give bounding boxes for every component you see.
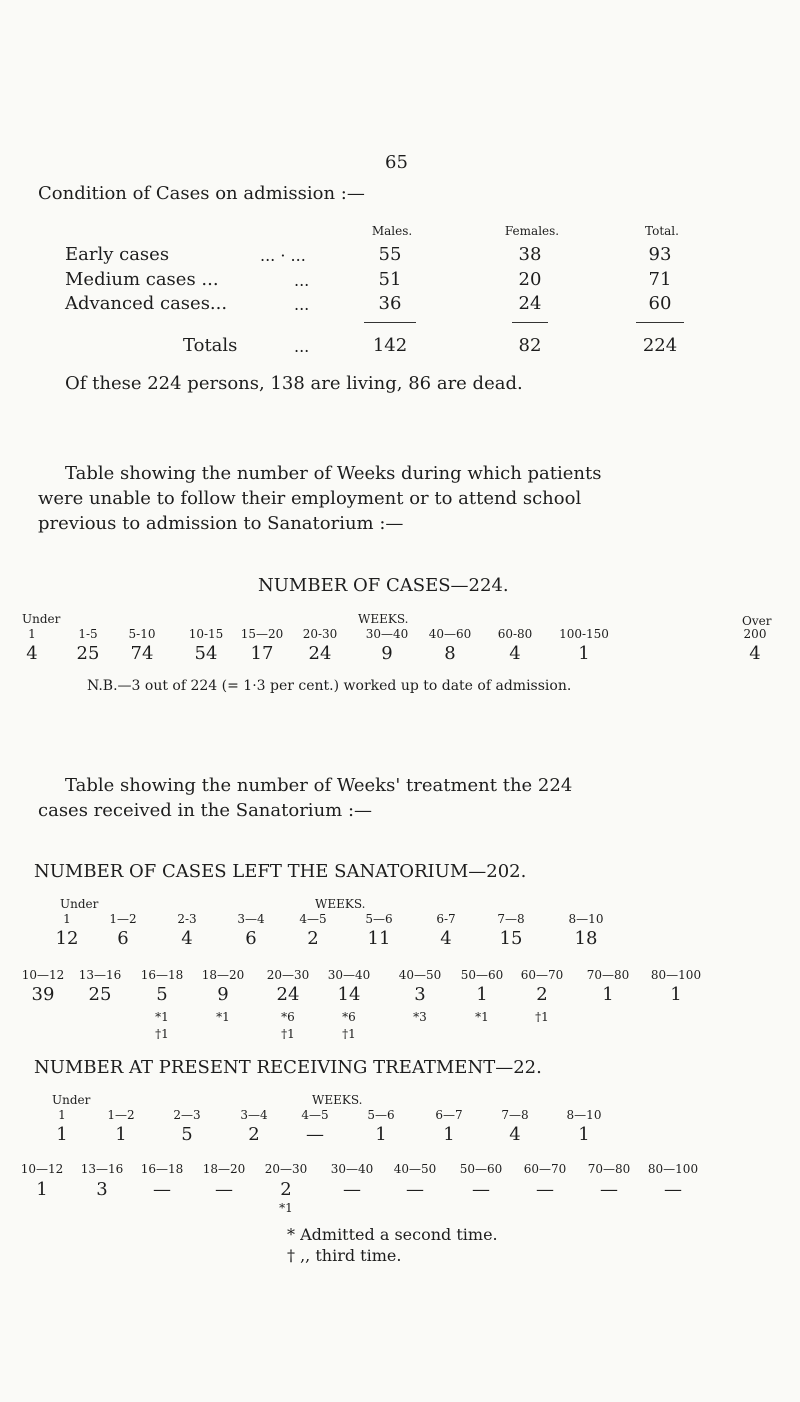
case-count: 54 [194, 643, 218, 664]
value-males: 36 [378, 293, 402, 314]
row-label: Medium cases ... [65, 269, 219, 290]
range-label: 15—20 [240, 627, 284, 641]
value-total: 93 [648, 244, 672, 265]
third-admission-note: †1 [155, 1027, 169, 1041]
over-label: Over [742, 614, 772, 628]
section-heading: NUMBER OF CASES—224. [258, 575, 509, 596]
page-number: 65 [385, 152, 408, 173]
case-count: 4 [749, 643, 761, 664]
case-count: — [664, 1179, 682, 1200]
case-count: 5 [181, 1124, 193, 1145]
range-label: 4—5 [299, 912, 327, 926]
value-total: 60 [648, 293, 672, 314]
intro-line: previous to admission to Sanatorium :— [38, 513, 404, 534]
range-label: 70—80 [587, 1162, 631, 1176]
case-count: 4 [509, 1124, 521, 1145]
case-count: 14 [337, 984, 361, 1005]
range-label: 4—5 [301, 1108, 329, 1122]
range-label: 100-150 [559, 627, 609, 641]
case-count: 2 [536, 984, 548, 1005]
readmission-note: *6 [342, 1010, 356, 1024]
range-label: 10-15 [188, 627, 224, 641]
value-females: 20 [518, 269, 542, 290]
case-count: 25 [76, 643, 100, 664]
divider [636, 322, 684, 323]
case-count: — [472, 1179, 490, 1200]
range-label: 1-5 [78, 627, 98, 641]
range-label: 1—2 [107, 1108, 135, 1122]
readmission-note: *1 [475, 1010, 489, 1024]
total-females: 82 [518, 335, 542, 356]
range-label: 40—60 [428, 627, 472, 641]
case-count: 4 [181, 928, 193, 949]
header-females: Females. [504, 224, 560, 238]
row-dots: ... [294, 271, 310, 290]
case-count: 1 [56, 1124, 68, 1145]
footnote-mark: † [287, 1246, 295, 1265]
condition-title: Condition of Cases on admission :— [38, 183, 365, 204]
case-count: 15 [499, 928, 523, 949]
case-count: 1 [375, 1124, 387, 1145]
header-males: Males. [371, 224, 413, 238]
section-heading: NUMBER OF CASES LEFT THE SANATORIUM—202. [34, 861, 527, 882]
range-label: 20-30 [302, 627, 338, 641]
condition-summary: Of these 224 persons, 138 are living, 86 are dead. [65, 373, 523, 394]
case-count: — [343, 1179, 361, 1200]
case-count: 1 [602, 984, 614, 1005]
case-count: 11 [367, 928, 391, 949]
range-label: 80—100 [650, 968, 702, 982]
range-label: 13—16 [80, 1162, 124, 1176]
case-count: 1 [578, 643, 590, 664]
range-label: 10—12 [21, 968, 65, 982]
intro-line: cases received in the Sanatorium :— [38, 800, 373, 821]
weeks-label: WEEKS. [315, 897, 366, 911]
range-label: 3—4 [240, 1108, 268, 1122]
case-count: 4 [509, 643, 521, 664]
range-label: 18—20 [201, 968, 245, 982]
case-count: — [215, 1179, 233, 1200]
value-females: 38 [518, 244, 542, 265]
weeks-label: WEEKS. [312, 1093, 363, 1107]
case-count: 1 [670, 984, 682, 1005]
under-label: Under [52, 1093, 91, 1107]
range-label: 40—50 [398, 968, 442, 982]
range-label: 8—10 [566, 1108, 602, 1122]
range-label: 20—30 [264, 1162, 308, 1176]
range-label: 6-7 [436, 912, 456, 926]
case-count: 1 [578, 1124, 590, 1145]
row-label: Early cases [65, 244, 170, 265]
case-count: 6 [245, 928, 257, 949]
readmission-note: *1 [155, 1010, 169, 1024]
value-total: 71 [648, 269, 672, 290]
total-total: 224 [642, 335, 678, 356]
readmission-note: *6 [281, 1010, 295, 1024]
section-heading: NUMBER AT PRESENT RECEIVING TREATMENT—22. [34, 1057, 542, 1078]
case-count: — [153, 1179, 171, 1200]
range-label: 2-3 [177, 912, 197, 926]
case-count: 1 [443, 1124, 455, 1145]
range-label: 13—16 [78, 968, 122, 982]
range-label: 1 [63, 912, 71, 926]
range-label: 50—60 [459, 1162, 503, 1176]
footnote-star [287, 1225, 498, 1244]
range-label: 1 [58, 1108, 66, 1122]
range-label: 30—40 [365, 627, 409, 641]
value-males: 51 [378, 269, 402, 290]
range-label: 80—100 [647, 1162, 699, 1176]
case-count: 4 [26, 643, 38, 664]
range-label: 60-80 [497, 627, 533, 641]
header-total: Total. [645, 224, 679, 238]
range-label: 18—20 [202, 1162, 246, 1176]
case-count: 2 [280, 1179, 292, 1200]
case-count: 9 [381, 643, 393, 664]
range-label: 10—12 [20, 1162, 64, 1176]
range-label: 1 [28, 627, 36, 641]
range-label: 60—70 [520, 968, 564, 982]
footnote-mark: * [287, 1225, 295, 1244]
range-label: 50—60 [460, 968, 504, 982]
total-males: 142 [372, 335, 408, 356]
range-label: 1—2 [109, 912, 137, 926]
readmission-note: *1 [216, 1010, 230, 1024]
intro-line: were unable to follow their employment or to attend school [38, 488, 582, 509]
row-dots: ... · ... [260, 246, 306, 265]
case-count: 8 [444, 643, 456, 664]
intro-line: Table showing the number of Weeks during which patients [65, 463, 602, 484]
case-count: 1 [36, 1179, 48, 1200]
third-admission-note: †1 [281, 1027, 295, 1041]
divider [364, 322, 416, 323]
case-count: 9 [217, 984, 229, 1005]
range-label: 3—4 [237, 912, 265, 926]
divider [512, 322, 548, 323]
value-males: 55 [378, 244, 402, 265]
row-label: Advanced cases... [65, 293, 228, 314]
range-label: 200 [743, 627, 767, 641]
range-label: 7—8 [497, 912, 525, 926]
range-label: 6—7 [435, 1108, 463, 1122]
case-count: — [536, 1179, 554, 1200]
footnote-text: Admitted a second time. [300, 1225, 498, 1244]
third-admission-note: †1 [342, 1027, 356, 1041]
footnote-dagger [287, 1246, 401, 1265]
case-count: — [406, 1179, 424, 1200]
case-count: — [600, 1179, 618, 1200]
range-label: 30—40 [330, 1162, 374, 1176]
case-count: 74 [130, 643, 154, 664]
totals-label: Totals [183, 335, 238, 356]
row-dots: ... [294, 337, 310, 356]
range-label: 8—10 [568, 912, 604, 926]
range-label: 60—70 [523, 1162, 567, 1176]
footnote-text: ,, third time. [300, 1246, 402, 1265]
weeks-label: WEEKS. [358, 612, 409, 626]
readmission-note: *1 [279, 1201, 293, 1215]
case-count: 2 [248, 1124, 260, 1145]
range-label: 16—18 [140, 1162, 184, 1176]
range-label: 5—6 [367, 1108, 395, 1122]
readmission-note: *3 [413, 1010, 427, 1024]
case-count: 25 [88, 984, 112, 1005]
case-count: 3 [96, 1179, 108, 1200]
row-dots: ... [294, 295, 310, 314]
case-count: 39 [31, 984, 55, 1005]
range-label: 20—30 [266, 968, 310, 982]
under-label: Under [22, 612, 61, 626]
range-label: 70—80 [586, 968, 630, 982]
case-count: 1 [115, 1124, 127, 1145]
range-label: 16—18 [140, 968, 184, 982]
case-count: 5 [156, 984, 168, 1005]
under-label: Under [60, 897, 99, 911]
range-label: 7—8 [501, 1108, 529, 1122]
case-count: 17 [250, 643, 274, 664]
range-label: 2—3 [173, 1108, 201, 1122]
case-count: 12 [55, 928, 79, 949]
range-label: 5-10 [128, 627, 156, 641]
case-count: 4 [440, 928, 452, 949]
case-count: 24 [308, 643, 332, 664]
readmission-note: †1 [535, 1010, 549, 1024]
case-count: 18 [574, 928, 598, 949]
range-label: 5—6 [365, 912, 393, 926]
case-count: — [306, 1124, 324, 1145]
range-label: 30—40 [327, 968, 371, 982]
case-count: 24 [276, 984, 300, 1005]
nb-note: N.B.—3 out of 224 (= 1·3 per cent.) worked up to date of admission. [87, 678, 572, 694]
range-label: 40—50 [393, 1162, 437, 1176]
case-count: 6 [117, 928, 129, 949]
case-count: 2 [307, 928, 319, 949]
case-count: 3 [414, 984, 426, 1005]
value-females: 24 [518, 293, 542, 314]
intro-line: Table showing the number of Weeks' treatment the 224 [65, 775, 573, 796]
case-count: 1 [476, 984, 488, 1005]
